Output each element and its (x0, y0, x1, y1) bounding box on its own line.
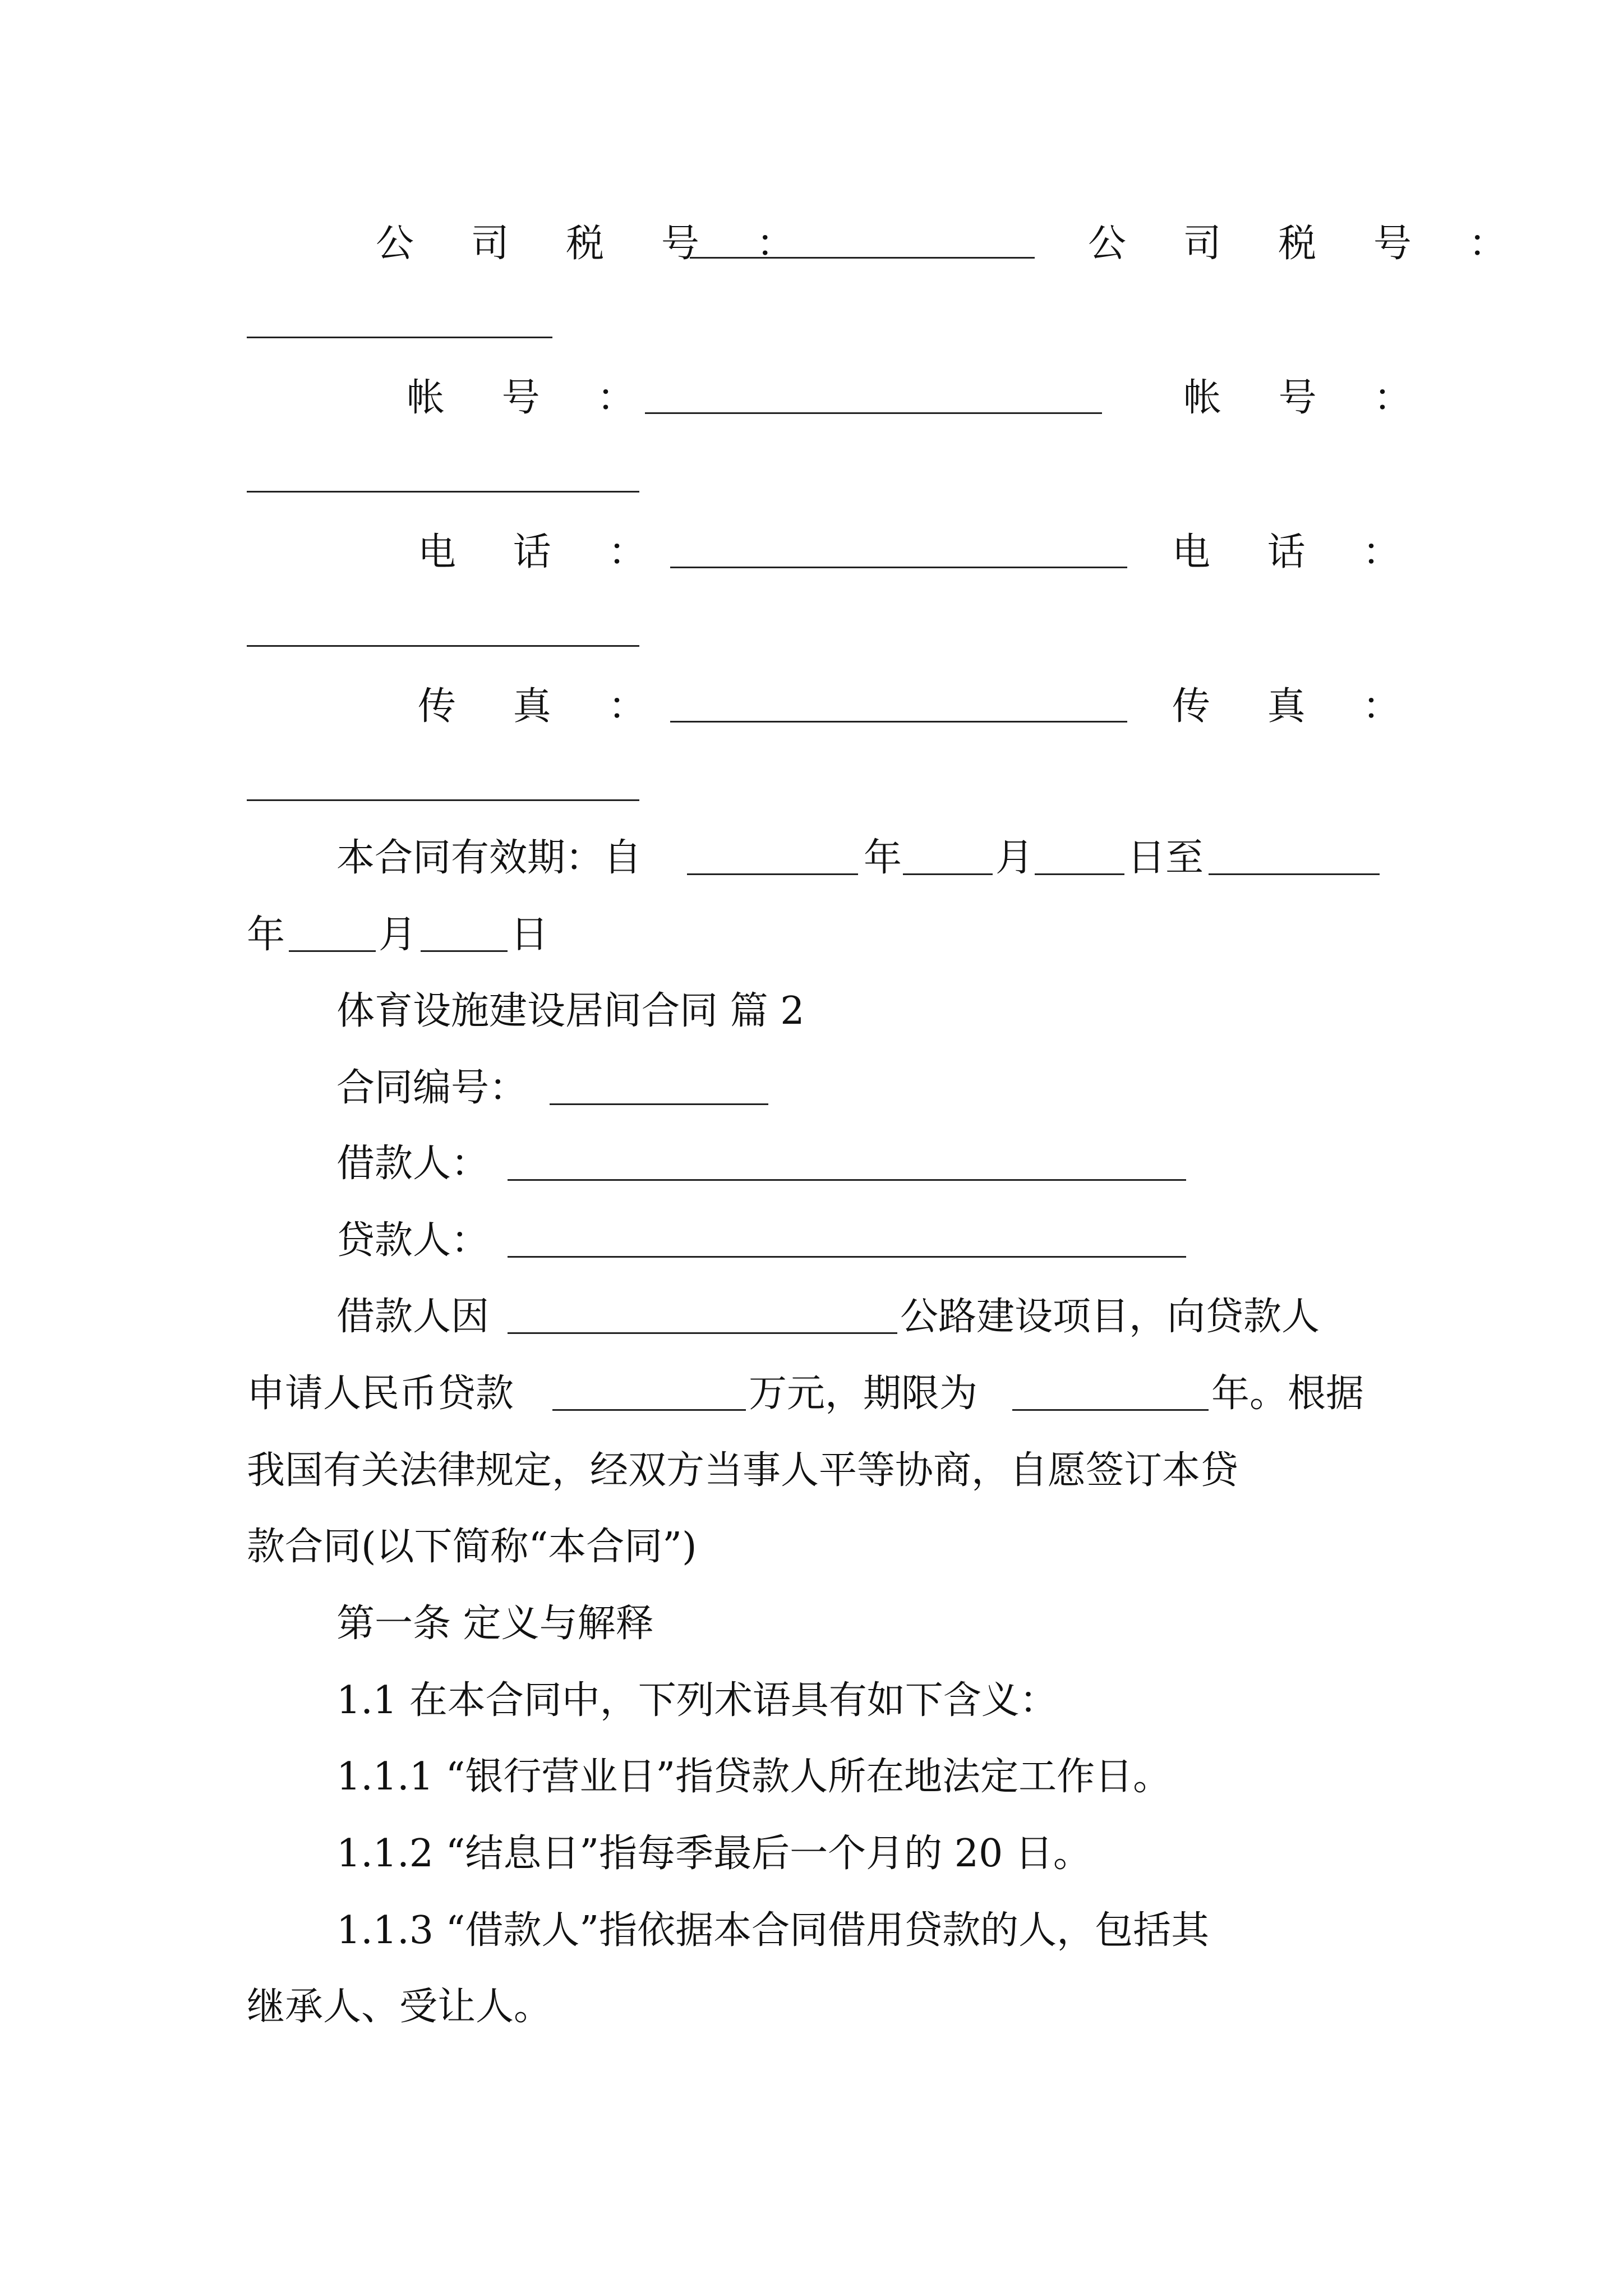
validity-prefix: 本合同有效期：自 (336, 836, 642, 880)
account-blank-left (645, 412, 1102, 414)
clause-1-1-2-text: 1.1.2 “结息日”指每季最后一个月的 20 日。 (336, 1832, 1091, 1876)
validity-day-blank (1035, 873, 1124, 875)
account-label-left: 帐 号 ： (407, 376, 658, 420)
phone-row (0, 522, 1623, 583)
fax-blank-right (247, 799, 639, 801)
paragraph-line-1 (0, 1286, 1623, 1348)
clause-1-1-3-line-1 (0, 1900, 1623, 1962)
validity-line-1 (0, 827, 1623, 889)
borrower-label: 借款人： (336, 1142, 490, 1186)
loan-amount-blank (552, 1409, 746, 1411)
article-1-title-text: 第一条 定义与解释 (336, 1602, 654, 1646)
contract-number-label: 合同编号： (336, 1066, 528, 1110)
paragraph-line-3 (0, 1440, 1623, 1502)
fax-blank-left (670, 721, 1127, 723)
lender-label: 贷款人： (336, 1218, 490, 1263)
clause-1-1-3-text-a: 1.1.3 “借款人”指依据本合同借用贷款的人，包括其 (336, 1908, 1210, 1953)
section-title-text: 体育设施建设居间合同 篇 2 (336, 989, 805, 1033)
phone-label-right: 电 话 ： (1172, 530, 1423, 574)
paragraph-line-2 (0, 1363, 1623, 1425)
validity-year-label: 年 (864, 836, 902, 880)
clause-1-1-text: 1.1 在本合同中，下列术语具有如下含义： (336, 1678, 1058, 1723)
paragraph-p3: 我国有关法律规定，经双方当事人平等协商，自愿签订本贷 (247, 1448, 1239, 1493)
validity-month-label: 月 (995, 836, 1034, 880)
validity-end-year-blank (1209, 873, 1380, 875)
tax-number-blank-left (690, 257, 1035, 259)
contract-number-blank (550, 1103, 768, 1105)
lender-row (0, 1210, 1623, 1272)
phone-blank-left (670, 567, 1127, 568)
lender-blank (508, 1256, 1186, 1258)
project-name-blank (508, 1332, 897, 1334)
clause-1-1-2 (0, 1823, 1623, 1885)
clause-1-1-3-line-2 (0, 1976, 1623, 2038)
validity-year-blank (687, 873, 858, 875)
phone-label-left: 电 话 ： (418, 530, 669, 574)
account-blank-right (247, 491, 639, 493)
paragraph-p2-a: 申请人民币贷款 (247, 1372, 514, 1416)
fax-label-right: 传 真 ： (1172, 684, 1423, 729)
validity-line-2 (0, 904, 1623, 966)
paragraph-p2-c: 年。根据 (1211, 1372, 1364, 1416)
tax-number-blank-right (247, 337, 552, 338)
borrower-row (0, 1133, 1623, 1195)
account-row (0, 367, 1623, 429)
clause-1-1-1 (0, 1746, 1623, 1808)
paragraph-p4: 款合同(以下简称“本合同”) (247, 1525, 697, 1569)
validity-year2-label: 年 (247, 913, 285, 957)
phone-blank-right (247, 645, 639, 647)
validity-day2-label: 日 (510, 913, 549, 957)
loan-term-blank (1012, 1409, 1209, 1411)
borrower-blank (508, 1179, 1186, 1181)
paragraph-p1-b: 公路建设项目，向贷款人 (900, 1295, 1320, 1339)
tax-number-label-right: 公 司 税 号 ： (1088, 222, 1529, 266)
validity-month2-blank (289, 950, 376, 952)
paragraph-p2-b: 万元，期限为 (749, 1372, 978, 1416)
validity-day-to-label: 日至 (1127, 836, 1204, 880)
tax-number-row (0, 213, 1623, 275)
section-title (0, 981, 1623, 1042)
clause-1-1-1-text: 1.1.1 “银行营业日”指贷款人所在地法定工作日。 (336, 1755, 1172, 1799)
clause-1-1 (0, 1670, 1623, 1732)
paragraph-p1-a: 借款人因 (336, 1295, 490, 1339)
contract-number-row (0, 1057, 1623, 1119)
validity-month2-label: 月 (379, 913, 417, 957)
validity-month-blank (903, 873, 993, 875)
clause-1-1-3-text-b: 继承人、受让人。 (247, 1985, 552, 2029)
paragraph-line-4 (0, 1516, 1623, 1578)
fax-row (0, 676, 1623, 738)
article-1-title (0, 1593, 1623, 1655)
account-label-right: 帐 号 ： (1183, 376, 1435, 420)
fax-label-left: 传 真 ： (418, 684, 669, 729)
validity-day2-blank (421, 950, 508, 952)
tax-number-label-left: 公 司 税 号 ： (376, 222, 817, 266)
